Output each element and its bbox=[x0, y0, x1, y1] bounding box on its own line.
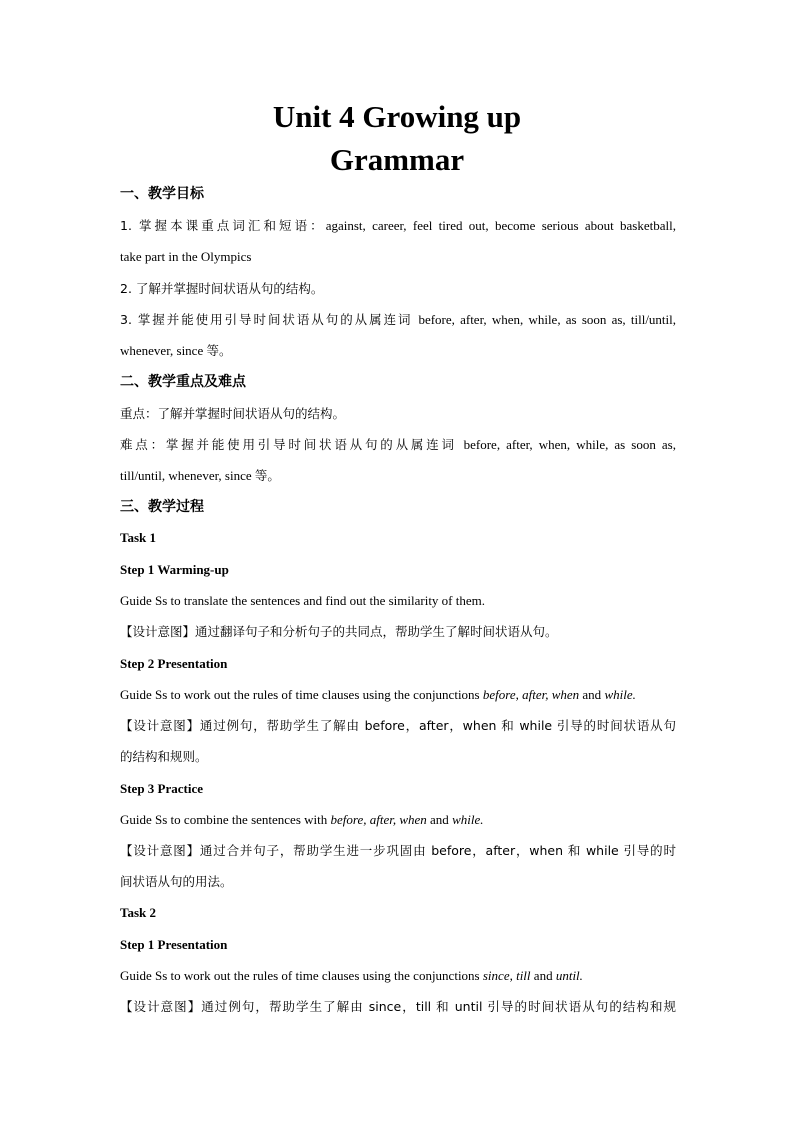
task-1-step-3-text bbox=[120, 812, 676, 828]
task-1-step-2-text bbox=[120, 687, 676, 703]
difficulty-cont bbox=[120, 468, 676, 484]
difficulty-cont-b: 等。 bbox=[254, 468, 280, 483]
task-2-heading: Task 2 bbox=[120, 905, 157, 920]
t1s2-text-a: Guide Ss to work out the rules of time clauses using the conjunctions bbox=[120, 687, 483, 702]
objective-item-3-rest: before, after, when, while, as soon as, till/until, bbox=[418, 312, 677, 327]
task-1-step-1-heading: Step 1 Warming-up bbox=[120, 562, 229, 577]
t1s3-text-b: and bbox=[426, 812, 453, 827]
difficulty-rest: before, after, when, while, as soon as, bbox=[463, 437, 676, 452]
difficulty-prefix: 难点：掌握并能使用引导时间状语从句的从属连词 bbox=[120, 437, 464, 452]
task-2-step-1-intent: 【设计意图】通过例句，帮助学生了解由 since，till 和 until 引导的时间状语从句的结构和规 bbox=[120, 999, 676, 1014]
task-2-step-1-heading: Step 1 Presentation bbox=[120, 937, 228, 952]
section-heading-process: 三、教学过程 bbox=[120, 499, 204, 515]
objective-item-1-cont: take part in the Olympics bbox=[120, 249, 252, 264]
objective-item-3-cont-b: 等。 bbox=[206, 343, 232, 358]
t1s2-text-b: and bbox=[579, 687, 605, 702]
section-heading-key-points: 二、教学重点及难点 bbox=[120, 374, 246, 390]
task-1-step-3-intent: 【设计意图】通过合并句子，帮助学生进一步巩固由 before，after，when 和 while 引导的时 bbox=[120, 843, 676, 858]
t2s1-text-italic: since, till bbox=[482, 968, 531, 983]
title-line-2: Grammar bbox=[329, 142, 465, 177]
objective-item-1 bbox=[120, 218, 676, 234]
t1s2-text-italic: before, after, when bbox=[482, 687, 580, 702]
objective-item-3-prefix: 3. 掌握并能使用引导时间状语从句的从属连词 bbox=[120, 312, 419, 327]
task-1-step-1-text: Guide Ss to translate the sentences and find out the similarity of them. bbox=[120, 593, 486, 608]
task-1-heading: Task 1 bbox=[120, 530, 157, 545]
objective-item-2: 2. 了解并掌握时间状语从句的结构。 bbox=[120, 281, 324, 296]
task-1-step-3-heading: Step 3 Practice bbox=[120, 781, 204, 796]
objective-item-1-rest: against, career, feel tired out, become serious about basketball, bbox=[325, 218, 676, 233]
t1s3-text-italic-2: while. bbox=[452, 812, 484, 827]
objective-item-3 bbox=[120, 312, 676, 328]
key-point: 重点：了解并掌握时间状语从句的结构。 bbox=[120, 406, 346, 421]
objective-item-3-cont bbox=[120, 343, 676, 359]
objective-item-3-cont-a: whenever, since bbox=[120, 343, 207, 358]
difficulty-cont-a: till/until, whenever, since bbox=[120, 468, 255, 483]
objective-item-1-prefix: 1. 掌握本课重点词汇和短语： bbox=[120, 218, 326, 233]
difficulty bbox=[120, 437, 676, 453]
task-2-step-1-text bbox=[120, 968, 676, 984]
t2s1-text-b: and bbox=[530, 968, 556, 983]
section-heading-objectives: 一、教学目标 bbox=[120, 186, 204, 202]
t1s2-text-italic-2: while. bbox=[604, 687, 636, 702]
t1s3-text-a: Guide Ss to combine the sentences with bbox=[120, 812, 331, 827]
t1s3-text-italic: before, after, when bbox=[330, 812, 427, 827]
task-1-step-2-intent: 【设计意图】通过例句，帮助学生了解由 before，after，when 和 while 引导的时间状语从句 bbox=[120, 718, 676, 733]
t2s1-text-a: Guide Ss to work out the rules of time clauses using the conjunctions bbox=[120, 968, 483, 983]
title-line-1: Unit 4 Growing up bbox=[272, 99, 522, 134]
task-1-step-2-intent-cont: 的结构和规则。 bbox=[120, 749, 208, 764]
task-1-step-1-intent: 【设计意图】通过翻译句子和分析句子的共同点，帮助学生了解时间状语从句。 bbox=[120, 624, 558, 639]
task-1-step-3-intent-cont: 间状语从句的用法。 bbox=[120, 874, 233, 889]
t2s1-text-italic-2: until. bbox=[555, 968, 583, 983]
task-1-step-2-heading: Step 2 Presentation bbox=[120, 656, 228, 671]
